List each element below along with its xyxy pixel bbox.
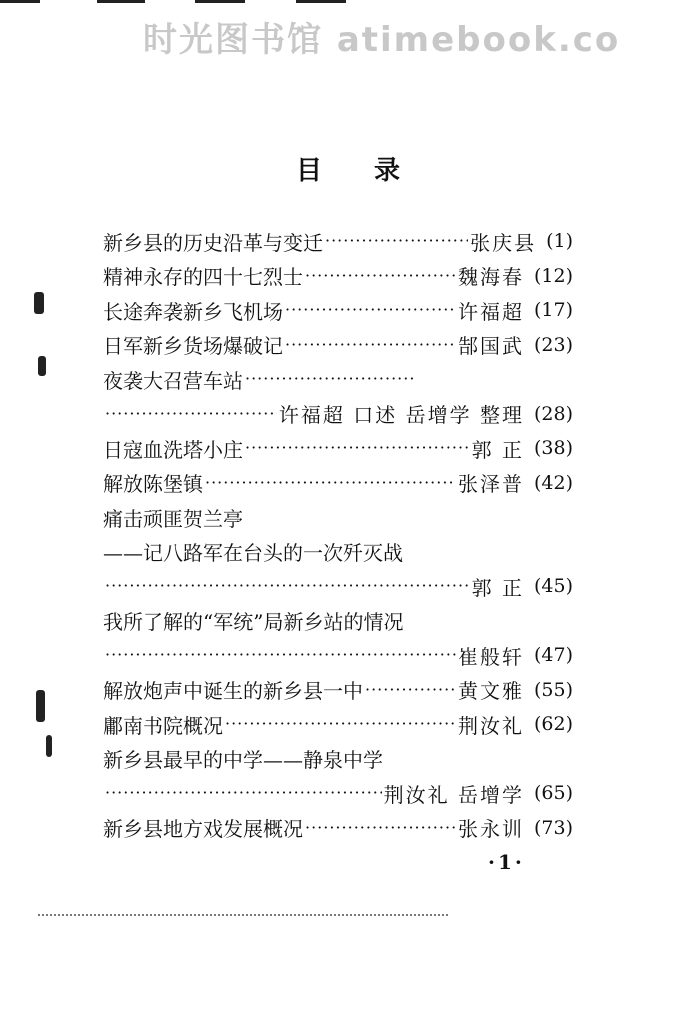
top-rule-1: [0, 0, 40, 3]
toc-entry-title: 新乡县地方戏发展概况: [103, 817, 303, 842]
toc-entry: [103, 466, 573, 501]
toc-entry-page: (55): [533, 678, 573, 701]
toc-entry-title: ——记八路军在台头的一次歼灭战: [103, 541, 403, 566]
toc-entry-page: (47): [533, 644, 573, 667]
toc-entry-page: (17): [533, 299, 573, 322]
toc-entry-author: 魏海春: [457, 265, 524, 290]
toc-entry-title: 精神永存的四十七烈士: [103, 265, 303, 290]
toc-entry: [103, 673, 573, 708]
toc-entry-page: (62): [533, 713, 573, 736]
toc-entry-title: 日军新乡货场爆破记: [103, 334, 283, 359]
margin-stain-1: [34, 292, 44, 314]
toc-entry-page: (38): [533, 437, 573, 460]
table-of-contents: [103, 224, 573, 845]
toc-entry-title: 解放炮声中诞生的新乡县一中: [103, 679, 363, 704]
toc-entry-page: (1): [546, 230, 573, 253]
toc-entry: [103, 707, 573, 742]
toc-entry-author: 崔般轩: [457, 644, 524, 669]
toc-leader-dots: [305, 820, 456, 836]
toc-leader-dots: [105, 406, 277, 422]
toc-leader-dots: [325, 233, 468, 249]
bottom-rule: [38, 914, 448, 917]
toc-entry: [103, 811, 573, 846]
toc-entry: [103, 362, 573, 397]
toc-entry-title: 夜袭大召营车站: [103, 368, 243, 393]
toc-leader-dots: [225, 716, 456, 732]
toc-entry: [103, 535, 573, 570]
toc-entry: [103, 500, 573, 535]
top-rule-3: [195, 0, 245, 3]
toc-entry-title: 我所了解的“军统”局新乡站的情况: [103, 610, 404, 635]
toc-entry: [103, 224, 573, 259]
toc-leader-dots: [205, 475, 456, 491]
toc-entry-author: 黄文雅: [457, 679, 524, 704]
toc-entry-title: 长途奔袭新乡飞机场: [103, 299, 283, 324]
toc-entry-page: (12): [533, 264, 573, 287]
toc-leader-dots: [245, 440, 470, 456]
toc-entry: [103, 604, 573, 639]
toc-leader-dots: [285, 302, 456, 318]
page-number: ·1·: [488, 850, 525, 874]
top-rule-2: [97, 0, 145, 3]
toc-entry-page: (45): [533, 575, 573, 598]
toc-entry-author: 荆汝礼: [457, 713, 524, 738]
toc-entry-title: 日寇血洗塔小庄: [103, 437, 243, 462]
top-rule-4: [296, 0, 346, 3]
toc-entry: [103, 742, 573, 777]
toc-entry-author: 荆汝礼 岳增学: [383, 782, 524, 807]
toc-entry-author: 许福超: [457, 299, 524, 324]
toc-entry: [103, 638, 573, 673]
toc-entry: [103, 397, 573, 432]
toc-entry-title: 解放陈堡镇: [103, 472, 203, 497]
toc-leader-dots: [285, 337, 456, 353]
toc-entry-author: 郭 正: [471, 437, 524, 462]
toc-entry-page: (42): [533, 471, 573, 494]
toc-entry-page: (23): [533, 333, 573, 356]
toc-leader-dots: [105, 578, 470, 594]
toc-entry: [103, 569, 573, 604]
toc-entry-author: 郜国武: [457, 334, 524, 359]
toc-leader-dots: [105, 785, 382, 801]
toc-entry: [103, 776, 573, 811]
toc-entry-author: 郭 正: [471, 575, 524, 600]
toc-entry-author: 许福超 口述 岳增学 整理: [278, 403, 524, 428]
toc-entry-title: 鄘南书院概况: [103, 713, 223, 738]
toc-entry: [103, 328, 573, 363]
margin-stain-4: [46, 735, 52, 757]
toc-leader-dots: [105, 647, 456, 663]
toc-entry-author: 张永训: [457, 817, 524, 842]
toc-entry-page: (28): [533, 402, 573, 425]
toc-entry: [103, 259, 573, 294]
margin-stain-3: [36, 690, 45, 722]
toc-entry-title: 新乡县最早的中学——静泉中学: [103, 748, 383, 773]
toc-entry-author: 张庆县: [470, 230, 537, 255]
watermark: 时光图书馆 atimebook.co: [143, 20, 621, 60]
toc-leader-dots: [305, 268, 456, 284]
toc-leader-dots: [365, 682, 456, 698]
toc-entry-page: (73): [533, 816, 573, 839]
toc-entry: [103, 431, 573, 466]
page-title: 目录: [296, 156, 453, 186]
toc-leader-dots: [245, 371, 415, 387]
toc-entry: [103, 293, 573, 328]
toc-entry-title: 痛击顽匪贺兰亭: [103, 506, 243, 531]
margin-stain-2: [38, 356, 46, 376]
toc-entry-author: 张泽普: [457, 472, 524, 497]
toc-entry-page: (65): [533, 782, 573, 805]
toc-entry-title: 新乡县的历史沿革与变迁: [103, 230, 323, 255]
